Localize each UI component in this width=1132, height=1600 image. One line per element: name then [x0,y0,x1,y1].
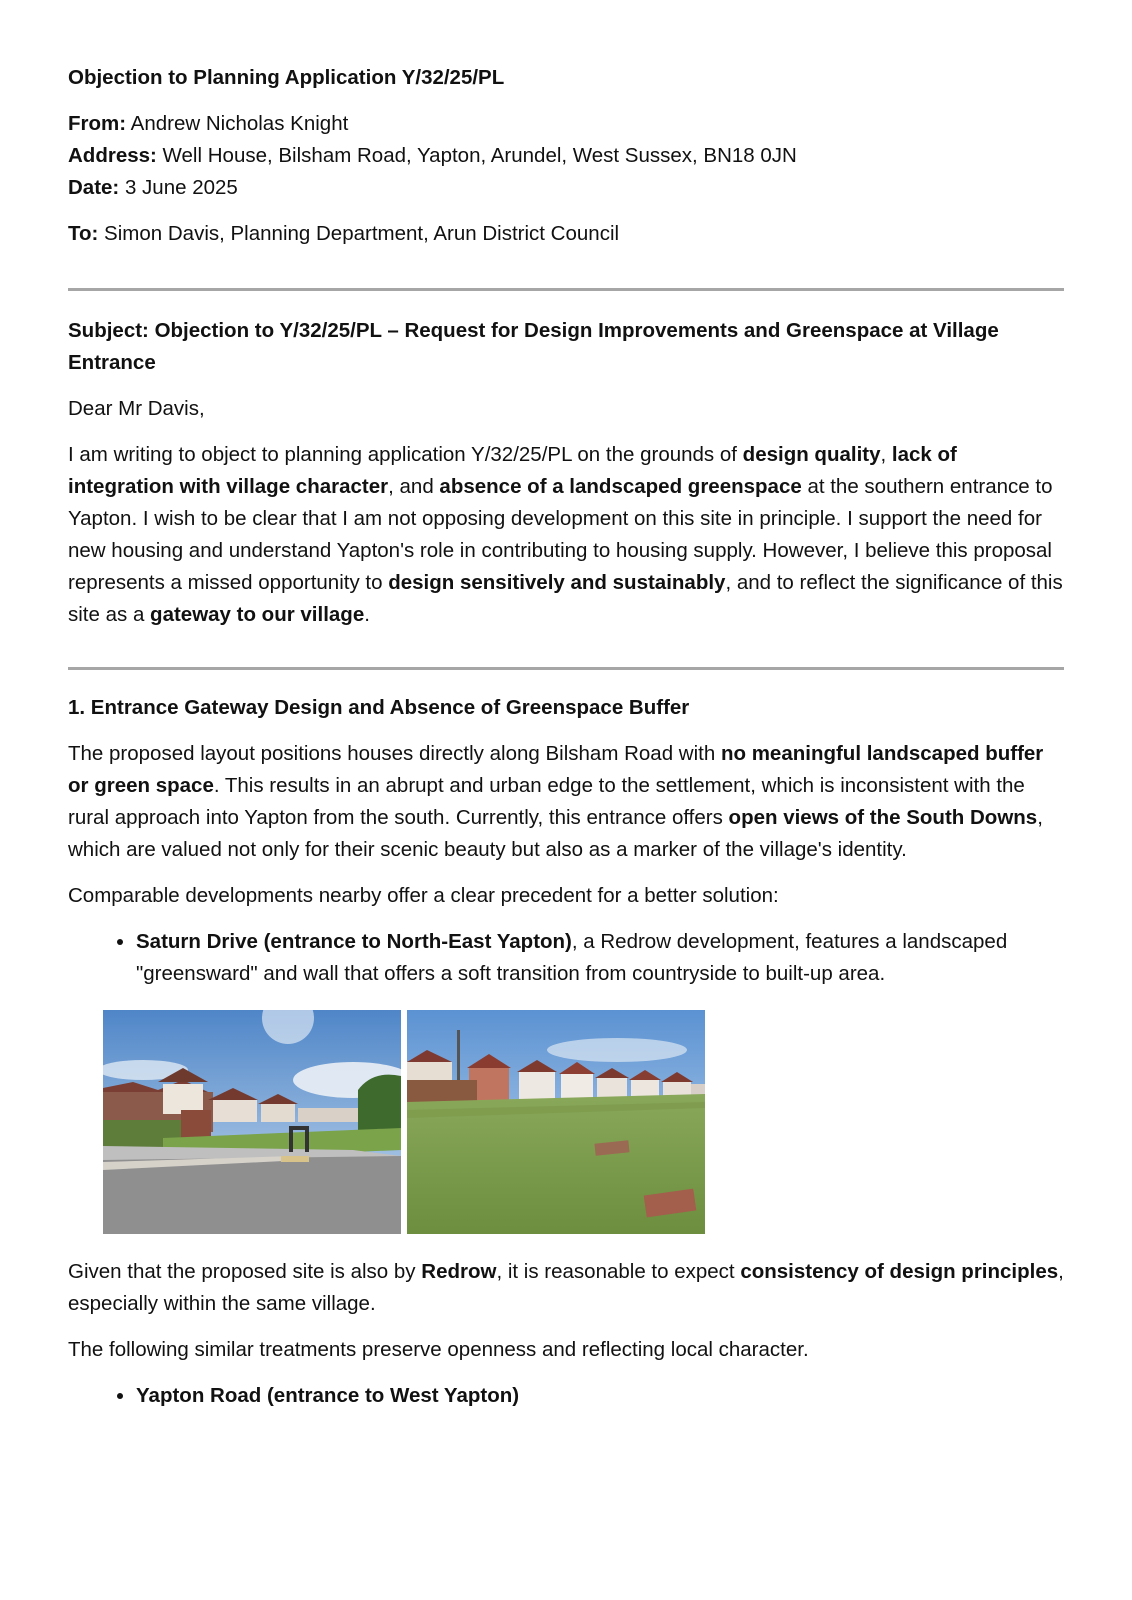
saturn-drive-photo-2 [407,1010,705,1234]
photo-row [103,1010,1064,1234]
date-value: 3 June 2025 [119,176,238,199]
date-line [68,172,1064,204]
s1p1-bold-1: no meaningful landscaped buffer or green space [68,742,1044,797]
s1p1-text-1: The proposed layout positions houses directly along Bilsham Road with [68,742,721,765]
divider-2 [68,667,1064,670]
intro-text-1: I am writing to object to planning application Y/32/25/PL on the grounds of [68,443,743,466]
intro-bold-1: design quality [742,443,881,466]
intro-text-3: , and [388,475,440,498]
salutation: Dear Mr Davis, [68,397,205,420]
to-value: Simon Davis, Planning Department, Arun District Council [98,222,620,245]
section-1-paragraph-4: The following similar treatments preserve openness and reflecting local character. [68,1338,809,1361]
bullet-2-bold: Yapton Road (entrance to West Yapton) [136,1384,520,1407]
intro-text-4: at the southern entrance to Yapton. I wish to be clear that I am not opposing development on this site in principle. I support the need for new housing and understand Yapton's role in contributing to housing supply. However, I believe this proposal represents a missed opportunity to [68,475,1053,594]
from-label: From: [68,112,127,135]
intro-text-5: , and to reflect the significance of this site as a [68,571,1063,626]
s1p3-bold-1: Redrow [421,1260,497,1283]
intro-bold-5: gateway to our village [150,603,365,626]
section-1-heading: 1. Entrance Gateway Design and Absence of Greenspace Buffer [68,696,690,719]
s1p1-text-3: , which are valued not only for their scenic beauty but also as a marker of the village's identity. [68,806,1043,861]
bullet-1-bold: Saturn Drive (entrance to North-East Yapton) [136,930,572,953]
bullet-1-text: , a Redrow development, features a landscaped "greensward" and wall that offers a soft transition from countryside to built-up area. [136,930,1008,985]
saturn-drive-photo-1 [103,1010,401,1234]
section-1-paragraph-3 [68,1256,1064,1320]
address-label: Address: [68,144,157,167]
intro-bold-3: absence of a landscaped greenspace [439,475,802,498]
s1p3-bold-2: consistency of design principles [740,1260,1059,1283]
s1p3-text-3: , especially within the same village. [68,1260,1064,1315]
to-label: To: [68,222,99,245]
date-label: Date: [68,176,120,199]
precedent-list [68,926,1064,990]
divider-1 [68,288,1064,291]
s1p1-text-2: . This results in an abrupt and urban edge to the settlement, which is inconsistent with the rural approach into Yapton from the south. Currently, this entrance offers [68,774,1025,829]
intro-bold-4: design sensitively and sustainably [388,571,726,594]
s1p3-text-2: , it is reasonable to expect [496,1260,741,1283]
address-value: Well House, Bilsham Road, Yapton, Arundel, West Sussex, BN18 0JN [156,144,797,167]
to-line [68,218,1064,250]
photo-greensward [407,1010,705,1234]
section-1-paragraph-1 [68,738,1064,866]
subject-line: Subject: Objection to Y/32/25/PL – Request for Design Improvements and Greenspace at Village Entrance [68,319,999,374]
photo-street-corner [103,1010,401,1234]
address-line [68,140,1064,172]
from-line [68,108,1064,140]
list-item [136,1380,1064,1412]
intro-text-2: , [880,443,892,466]
s1p3-text-1: Given that the proposed site is also by [68,1260,422,1283]
section-1-paragraph-2: Comparable developments nearby offer a clear precedent for a better solution: [68,884,779,907]
list-item [136,926,1064,990]
intro-bold-2: lack of integration with village character [68,443,957,498]
from-value: Andrew Nicholas Knight [126,112,349,135]
document-title: Objection to Planning Application Y/32/25/PL [68,66,505,89]
s1p1-bold-2: open views of the South Downs [728,806,1038,829]
intro-text-6: . [364,603,370,626]
treatment-list [68,1380,1064,1412]
intro-paragraph [68,439,1064,631]
